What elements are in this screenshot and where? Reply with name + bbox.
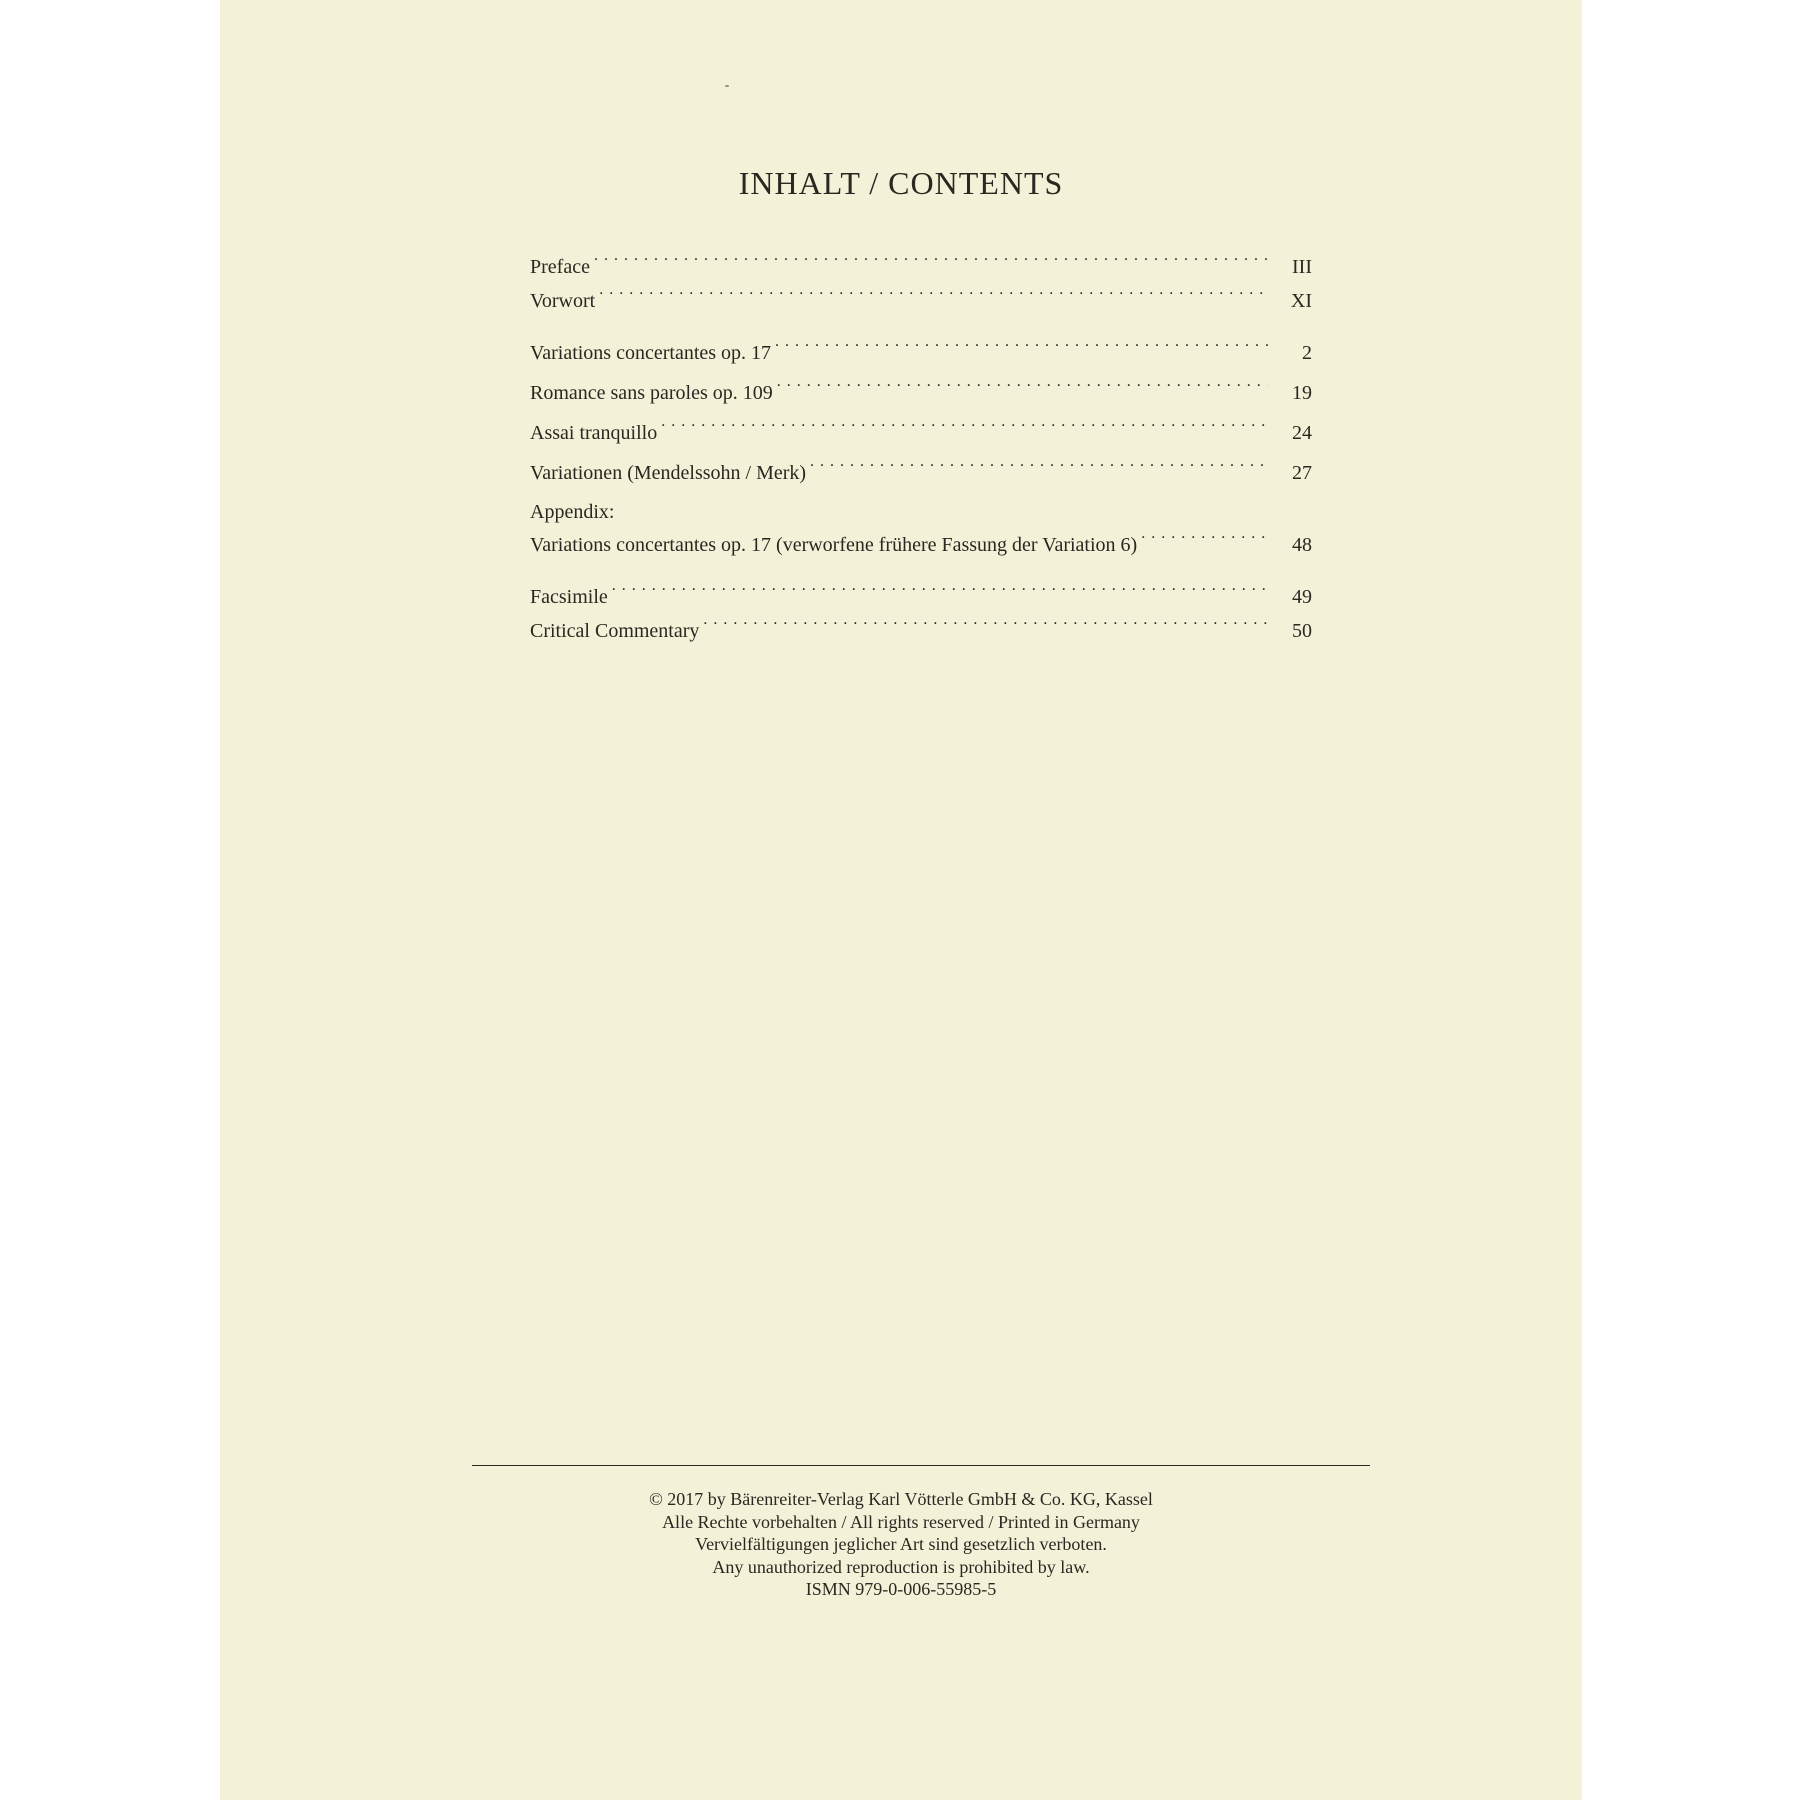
- toc-entry-title: Variationen (Mendelssohn / Merk): [530, 462, 807, 484]
- toc-appendix-heading: [530, 496, 1312, 528]
- toc-leader-dots: [1141, 531, 1268, 551]
- imprint-german-notice: Vervielfältigungen jeglicher Art sind gesetzlich verboten.: [695, 1534, 1107, 1554]
- toc-entry-appendix: [530, 528, 1312, 562]
- toc-leader-dots: [775, 339, 1268, 359]
- toc-entry-title: Romance sans paroles op. 109: [530, 382, 773, 404]
- toc-leader-dots: [594, 253, 1268, 273]
- toc-leader-dots: [810, 459, 1268, 479]
- table-of-contents: [530, 250, 1312, 648]
- toc-page-number: 19: [1292, 382, 1312, 404]
- toc-page-number: 49: [1292, 586, 1312, 608]
- toc-page-number: XI: [1290, 290, 1312, 312]
- toc-page-number: 24: [1292, 422, 1312, 444]
- imprint-english-notice: Any unauthorized reproduction is prohibited by law.: [712, 1556, 1090, 1577]
- toc-entry-variationen: [530, 456, 1312, 490]
- toc-entry-title: Critical Commentary: [530, 620, 700, 642]
- toc-entry-title: Vorwort: [530, 290, 596, 312]
- toc-entry-title: Preface: [530, 256, 590, 278]
- paper-speck: [725, 85, 729, 87]
- toc-entry-title: Variations concertantes op. 17 (verworfene frühere Fassung der Variation 6): [530, 534, 1138, 556]
- page-title: INHALT / CONTENTS: [738, 165, 1064, 201]
- toc-leader-dots: [703, 617, 1268, 637]
- toc-page-number: 27: [1292, 462, 1312, 484]
- toc-entry-romance-sans-paroles: [530, 376, 1312, 410]
- toc-appendix-label: Appendix:: [530, 501, 615, 523]
- footer-divider: [472, 1465, 1370, 1466]
- copyright-imprint: [220, 1488, 1582, 1601]
- toc-page-number: III: [1292, 256, 1312, 278]
- imprint-ismn: ISMN 979-0-006-55985-5: [805, 1579, 997, 1599]
- toc-leader-dots: [599, 287, 1268, 307]
- toc-entry-assai-tranquillo: [530, 416, 1312, 450]
- toc-entry-title: Variations concertantes op. 17: [530, 342, 772, 364]
- toc-page-number: 50: [1292, 620, 1312, 642]
- toc-entry-title: Facsimile: [530, 586, 608, 608]
- toc-entry-critical-commentary: [530, 614, 1312, 648]
- toc-entry-preface: [530, 250, 1312, 284]
- toc-entry-variations-concertantes: [530, 336, 1312, 370]
- toc-leader-dots: [612, 583, 1268, 603]
- toc-entry-vorwort: [530, 284, 1312, 318]
- document-page: [220, 0, 1582, 1800]
- toc-page-number: 48: [1292, 534, 1312, 556]
- toc-leader-dots: [777, 379, 1268, 399]
- imprint-rights-line: Alle Rechte vorbehalten / All rights reserved / Printed in Germany: [662, 1511, 1140, 1532]
- toc-page-number: 2: [1302, 342, 1312, 364]
- imprint-copyright-line: © 2017 by Bärenreiter-Verlag Karl Vötterle GmbH & Co. KG, Kassel: [649, 1489, 1153, 1509]
- toc-entry-facsimile: [530, 580, 1312, 614]
- toc-leader-dots: [661, 419, 1268, 439]
- toc-entry-title: Assai tranquillo: [530, 422, 658, 444]
